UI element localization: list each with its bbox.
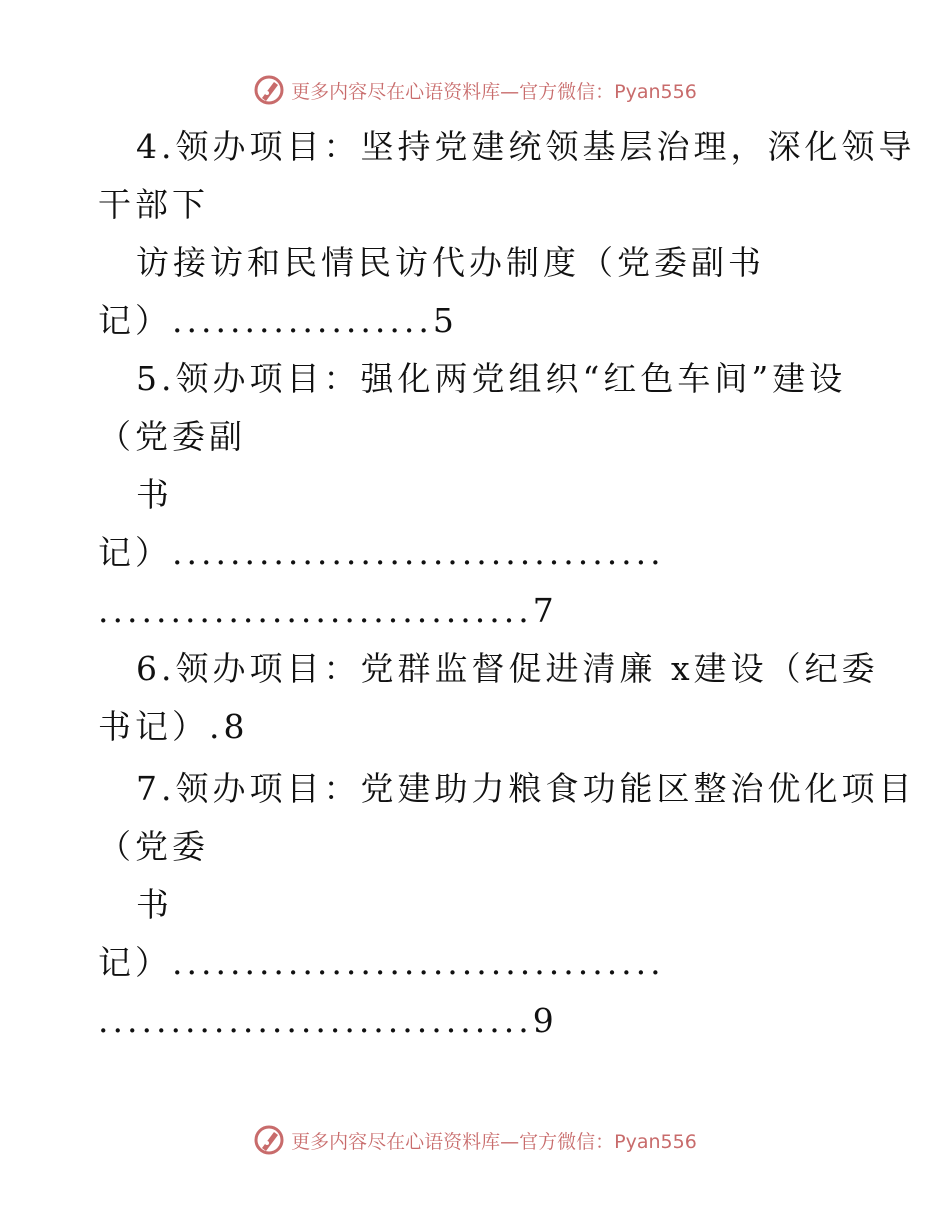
- toc-line-10: 6.领办项目：党群监督促进清廉 x建设（纪委: [136, 649, 879, 688]
- toc-line-4: 记）..................5: [98, 301, 458, 340]
- pen-logo-icon: [253, 74, 285, 106]
- watermark-banner-bottom: [0, 1120, 950, 1160]
- toc-line-11: 书记）.8: [98, 707, 249, 746]
- toc-line-8: 记）..................................: [98, 533, 665, 572]
- toc-line-1: 4.领办项目：坚持党建统领基层治理，深化领导: [136, 127, 916, 166]
- toc-line-3: 访接访和民情民访代办制度（党委副书: [136, 243, 765, 282]
- toc-line-6: （党委副: [98, 417, 246, 456]
- toc-line-9: ..............................7: [98, 591, 558, 630]
- toc-line-5: 5.领办项目：强化两党组织“红色车间”建设: [136, 359, 847, 398]
- watermark-banner-top: [0, 70, 950, 110]
- pen-logo-icon: [253, 1124, 285, 1156]
- toc-line-14: 书: [136, 885, 173, 924]
- toc-line-16: ..............................9: [98, 1001, 558, 1040]
- toc-line-15: 记）..................................: [98, 943, 665, 982]
- toc-line-2: 干部下: [98, 185, 209, 224]
- watermark-text-bottom: 更多内容尽在心语资料库—官方微信：Pyan556: [291, 1130, 697, 1153]
- toc-line-12: 7.领办项目：党建助力粮食功能区整治优化项目: [136, 769, 916, 808]
- toc-line-13: （党委: [98, 827, 209, 866]
- watermark-text-top: 更多内容尽在心语资料库—官方微信：Pyan556: [291, 80, 697, 103]
- toc-line-7: 书: [136, 475, 173, 514]
